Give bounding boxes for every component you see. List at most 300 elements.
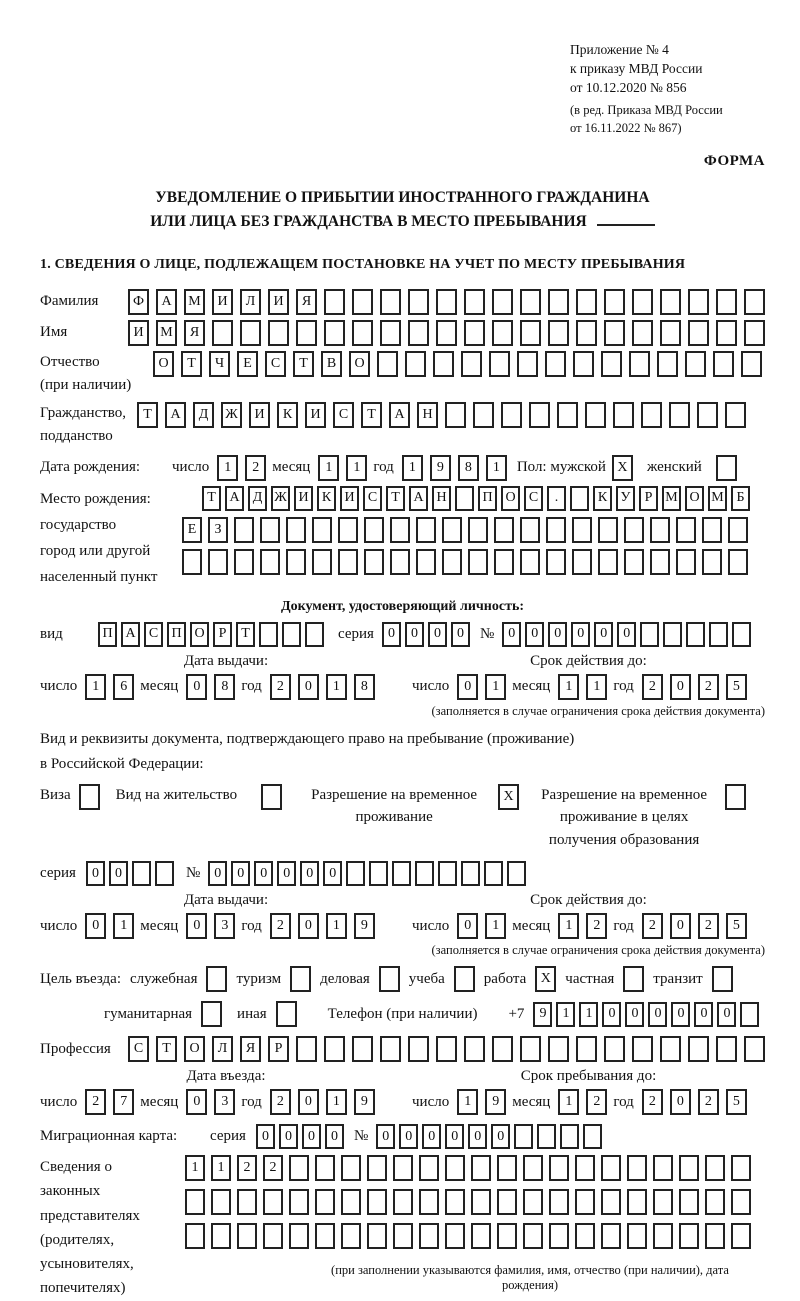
form-cell[interactable] — [604, 289, 625, 315]
form-cell[interactable]: Ч — [209, 351, 230, 377]
form-cell[interactable]: 0 — [694, 1002, 713, 1027]
form-cell[interactable] — [296, 1036, 317, 1062]
form-cell[interactable] — [688, 289, 709, 315]
form-cell[interactable]: Т — [293, 351, 314, 377]
form-cell[interactable]: 0 — [548, 622, 567, 647]
form-cell[interactable] — [408, 289, 429, 315]
form-cell[interactable] — [268, 320, 289, 346]
form-cell[interactable] — [632, 320, 653, 346]
form-cell[interactable] — [494, 549, 514, 575]
form-cell[interactable] — [657, 351, 678, 377]
form-cell[interactable] — [604, 1036, 625, 1062]
form-cell[interactable]: 8 — [458, 455, 479, 481]
form-cell[interactable]: 9 — [533, 1002, 552, 1027]
form-cell[interactable] — [744, 320, 765, 346]
form-cell[interactable]: 2 — [270, 1089, 291, 1115]
form-cell[interactable] — [732, 622, 751, 647]
form-cell[interactable] — [741, 351, 762, 377]
form-cell[interactable] — [442, 549, 462, 575]
form-cell[interactable] — [341, 1189, 361, 1215]
form-cell[interactable] — [436, 1036, 457, 1062]
form-cell[interactable] — [261, 784, 282, 810]
form-cell[interactable]: 0 — [717, 1002, 736, 1027]
form-cell[interactable]: 0 — [602, 1002, 621, 1027]
form-cell[interactable]: 0 — [648, 1002, 667, 1027]
form-cell[interactable] — [573, 351, 594, 377]
form-cell[interactable] — [557, 402, 578, 428]
form-cell[interactable]: 1 — [558, 913, 579, 939]
form-cell[interactable] — [419, 1155, 439, 1181]
form-cell[interactable]: К — [593, 486, 612, 511]
form-cell[interactable] — [185, 1223, 205, 1249]
form-cell[interactable]: 0 — [186, 674, 207, 700]
form-cell[interactable] — [464, 1036, 485, 1062]
form-cell[interactable]: 1 — [558, 1089, 579, 1115]
form-cell[interactable]: 1 — [485, 674, 506, 700]
form-cell[interactable] — [364, 549, 384, 575]
form-cell[interactable] — [405, 351, 426, 377]
form-cell[interactable]: 2 — [237, 1155, 257, 1181]
form-cell[interactable] — [260, 549, 280, 575]
form-cell[interactable] — [461, 861, 480, 886]
form-cell[interactable] — [663, 622, 682, 647]
form-cell[interactable]: 0 — [300, 861, 319, 886]
form-cell[interactable]: X — [498, 784, 519, 810]
form-cell[interactable] — [660, 320, 681, 346]
form-cell[interactable] — [442, 517, 462, 543]
form-cell[interactable] — [290, 966, 311, 992]
form-cell[interactable]: 0 — [298, 913, 319, 939]
form-cell[interactable] — [572, 517, 592, 543]
form-cell[interactable]: Л — [212, 1036, 233, 1062]
form-cell[interactable] — [576, 1036, 597, 1062]
form-cell[interactable]: С — [128, 1036, 149, 1062]
form-cell[interactable] — [408, 1036, 429, 1062]
form-cell[interactable] — [338, 517, 358, 543]
form-cell[interactable] — [79, 784, 100, 810]
form-cell[interactable]: О — [501, 486, 520, 511]
form-cell[interactable] — [286, 517, 306, 543]
form-cell[interactable]: 0 — [670, 913, 691, 939]
form-cell[interactable] — [436, 289, 457, 315]
form-cell[interactable]: О — [153, 351, 174, 377]
form-cell[interactable] — [514, 1124, 533, 1149]
form-cell[interactable] — [312, 517, 332, 543]
form-cell[interactable]: 0 — [468, 1124, 487, 1149]
form-cell[interactable] — [341, 1155, 361, 1181]
form-cell[interactable] — [419, 1189, 439, 1215]
form-cell[interactable]: 0 — [186, 913, 207, 939]
form-cell[interactable]: 0 — [671, 1002, 690, 1027]
form-cell[interactable]: О — [190, 622, 209, 647]
form-cell[interactable] — [380, 1036, 401, 1062]
form-cell[interactable]: О — [349, 351, 370, 377]
form-cell[interactable] — [575, 1155, 595, 1181]
form-cell[interactable] — [380, 289, 401, 315]
form-cell[interactable]: 2 — [85, 1089, 106, 1115]
form-cell[interactable]: 2 — [698, 674, 719, 700]
form-cell[interactable] — [497, 1189, 517, 1215]
form-cell[interactable]: 1 — [346, 455, 367, 481]
form-cell[interactable]: А — [165, 402, 186, 428]
form-cell[interactable] — [712, 966, 733, 992]
form-cell[interactable]: . — [547, 486, 566, 511]
form-cell[interactable] — [686, 622, 705, 647]
form-cell[interactable] — [575, 1223, 595, 1249]
form-cell[interactable]: 2 — [270, 913, 291, 939]
form-cell[interactable] — [393, 1155, 413, 1181]
form-cell[interactable] — [731, 1155, 751, 1181]
form-cell[interactable] — [416, 549, 436, 575]
form-cell[interactable]: 0 — [256, 1124, 275, 1149]
form-cell[interactable]: Р — [268, 1036, 289, 1062]
form-cell[interactable]: X — [612, 455, 633, 481]
form-cell[interactable] — [471, 1189, 491, 1215]
form-cell[interactable]: 1 — [318, 455, 339, 481]
form-cell[interactable] — [464, 289, 485, 315]
form-cell[interactable]: А — [389, 402, 410, 428]
form-cell[interactable] — [352, 289, 373, 315]
form-cell[interactable] — [390, 517, 410, 543]
form-cell[interactable] — [598, 517, 618, 543]
form-cell[interactable] — [517, 351, 538, 377]
form-cell[interactable]: В — [321, 351, 342, 377]
form-cell[interactable]: 1 — [113, 913, 134, 939]
form-cell[interactable] — [315, 1155, 335, 1181]
form-cell[interactable]: Я — [240, 1036, 261, 1062]
form-cell[interactable] — [315, 1189, 335, 1215]
form-cell[interactable] — [352, 320, 373, 346]
form-cell[interactable] — [212, 320, 233, 346]
form-cell[interactable] — [744, 1036, 765, 1062]
form-cell[interactable] — [468, 517, 488, 543]
form-cell[interactable] — [201, 1001, 222, 1027]
form-cell[interactable]: Б — [731, 486, 750, 511]
form-cell[interactable]: Д — [248, 486, 267, 511]
form-cell[interactable] — [206, 966, 227, 992]
form-cell[interactable]: Т — [361, 402, 382, 428]
form-cell[interactable] — [679, 1155, 699, 1181]
form-cell[interactable]: 0 — [298, 1089, 319, 1115]
form-cell[interactable] — [155, 861, 174, 886]
form-cell[interactable]: 1 — [485, 913, 506, 939]
form-cell[interactable]: 0 — [186, 1089, 207, 1115]
form-cell[interactable] — [489, 351, 510, 377]
form-cell[interactable]: 0 — [325, 1124, 344, 1149]
form-cell[interactable]: У — [616, 486, 635, 511]
form-cell[interactable]: 0 — [457, 913, 478, 939]
form-cell[interactable]: 1 — [185, 1155, 205, 1181]
form-cell[interactable] — [709, 622, 728, 647]
form-cell[interactable] — [697, 402, 718, 428]
form-cell[interactable]: 0 — [670, 674, 691, 700]
form-cell[interactable] — [338, 549, 358, 575]
form-cell[interactable] — [728, 517, 748, 543]
form-cell[interactable]: 0 — [254, 861, 273, 886]
form-cell[interactable]: Я — [296, 289, 317, 315]
form-cell[interactable] — [520, 549, 540, 575]
form-cell[interactable] — [537, 1124, 556, 1149]
form-cell[interactable] — [211, 1223, 231, 1249]
form-cell[interactable]: Е — [237, 351, 258, 377]
form-cell[interactable] — [601, 1189, 621, 1215]
form-cell[interactable]: Н — [432, 486, 451, 511]
form-cell[interactable] — [305, 622, 324, 647]
form-cell[interactable] — [575, 1189, 595, 1215]
form-cell[interactable]: 0 — [279, 1124, 298, 1149]
form-cell[interactable] — [392, 861, 411, 886]
form-cell[interactable] — [632, 289, 653, 315]
form-cell[interactable] — [315, 1223, 335, 1249]
form-cell[interactable] — [492, 320, 513, 346]
form-cell[interactable] — [653, 1155, 673, 1181]
form-cell[interactable] — [445, 1155, 465, 1181]
form-cell[interactable]: Ф — [128, 289, 149, 315]
form-cell[interactable]: С — [524, 486, 543, 511]
form-cell[interactable]: 5 — [726, 913, 747, 939]
form-cell[interactable]: 9 — [485, 1089, 506, 1115]
form-cell[interactable]: М — [184, 289, 205, 315]
form-cell[interactable]: Е — [182, 517, 202, 543]
form-cell[interactable] — [688, 1036, 709, 1062]
form-cell[interactable] — [728, 549, 748, 575]
form-cell[interactable] — [624, 549, 644, 575]
form-cell[interactable] — [492, 289, 513, 315]
form-cell[interactable] — [576, 320, 597, 346]
form-cell[interactable] — [296, 320, 317, 346]
form-cell[interactable] — [641, 402, 662, 428]
form-cell[interactable] — [369, 861, 388, 886]
form-cell[interactable]: 1 — [486, 455, 507, 481]
form-cell[interactable] — [433, 351, 454, 377]
form-cell[interactable] — [364, 517, 384, 543]
form-cell[interactable]: К — [317, 486, 336, 511]
form-cell[interactable] — [259, 622, 278, 647]
form-cell[interactable]: X — [535, 966, 556, 992]
form-cell[interactable] — [419, 1223, 439, 1249]
form-cell[interactable]: С — [333, 402, 354, 428]
form-cell[interactable] — [471, 1223, 491, 1249]
form-cell[interactable] — [352, 1036, 373, 1062]
form-cell[interactable] — [713, 351, 734, 377]
form-cell[interactable] — [346, 861, 365, 886]
form-cell[interactable] — [367, 1155, 387, 1181]
form-cell[interactable]: 8 — [214, 674, 235, 700]
form-cell[interactable] — [716, 1036, 737, 1062]
form-cell[interactable] — [632, 1036, 653, 1062]
form-cell[interactable] — [445, 1189, 465, 1215]
form-cell[interactable] — [549, 1189, 569, 1215]
form-cell[interactable]: 0 — [428, 622, 447, 647]
form-cell[interactable]: Т — [236, 622, 255, 647]
form-cell[interactable] — [627, 1189, 647, 1215]
form-cell[interactable]: 0 — [86, 861, 105, 886]
form-cell[interactable] — [464, 320, 485, 346]
form-cell[interactable]: 0 — [571, 622, 590, 647]
form-cell[interactable]: А — [121, 622, 140, 647]
form-cell[interactable]: 0 — [422, 1124, 441, 1149]
form-cell[interactable] — [731, 1223, 751, 1249]
form-cell[interactable] — [379, 966, 400, 992]
form-cell[interactable] — [367, 1223, 387, 1249]
form-cell[interactable] — [289, 1155, 309, 1181]
form-cell[interactable]: 2 — [698, 1089, 719, 1115]
form-cell[interactable]: 1 — [457, 1089, 478, 1115]
form-cell[interactable] — [471, 1155, 491, 1181]
form-cell[interactable]: Т — [202, 486, 221, 511]
form-cell[interactable]: 0 — [594, 622, 613, 647]
form-cell[interactable] — [185, 1189, 205, 1215]
form-cell[interactable] — [484, 861, 503, 886]
form-cell[interactable]: 1 — [556, 1002, 575, 1027]
form-cell[interactable] — [289, 1223, 309, 1249]
form-cell[interactable] — [415, 861, 434, 886]
form-cell[interactable] — [497, 1223, 517, 1249]
form-cell[interactable] — [660, 1036, 681, 1062]
form-cell[interactable] — [653, 1189, 673, 1215]
form-cell[interactable] — [520, 289, 541, 315]
form-cell[interactable]: С — [363, 486, 382, 511]
form-cell[interactable]: 9 — [354, 913, 375, 939]
form-cell[interactable]: 0 — [376, 1124, 395, 1149]
form-cell[interactable]: И — [268, 289, 289, 315]
form-cell[interactable]: П — [478, 486, 497, 511]
form-cell[interactable] — [286, 549, 306, 575]
form-cell[interactable] — [520, 320, 541, 346]
form-cell[interactable]: Р — [213, 622, 232, 647]
form-cell[interactable] — [583, 1124, 602, 1149]
form-cell[interactable]: Д — [193, 402, 214, 428]
form-cell[interactable]: 0 — [277, 861, 296, 886]
form-cell[interactable]: 1 — [217, 455, 238, 481]
form-cell[interactable] — [523, 1223, 543, 1249]
form-cell[interactable]: 3 — [214, 913, 235, 939]
form-cell[interactable]: 0 — [231, 861, 250, 886]
form-cell[interactable]: 1 — [579, 1002, 598, 1027]
form-cell[interactable]: 0 — [382, 622, 401, 647]
form-cell[interactable] — [627, 1223, 647, 1249]
form-cell[interactable] — [623, 966, 644, 992]
form-cell[interactable] — [604, 320, 625, 346]
form-cell[interactable]: 1 — [326, 1089, 347, 1115]
form-cell[interactable]: 2 — [263, 1155, 283, 1181]
form-cell[interactable] — [669, 402, 690, 428]
form-cell[interactable] — [548, 320, 569, 346]
form-cell[interactable] — [234, 517, 254, 543]
form-cell[interactable] — [408, 320, 429, 346]
form-cell[interactable]: З — [208, 517, 228, 543]
form-cell[interactable]: Ж — [271, 486, 290, 511]
form-cell[interactable] — [650, 517, 670, 543]
form-cell[interactable]: 0 — [399, 1124, 418, 1149]
form-cell[interactable]: 1 — [586, 674, 607, 700]
form-cell[interactable] — [234, 549, 254, 575]
form-cell[interactable]: 1 — [211, 1155, 231, 1181]
form-cell[interactable]: 7 — [113, 1089, 134, 1115]
form-cell[interactable] — [523, 1155, 543, 1181]
form-cell[interactable]: 0 — [208, 861, 227, 886]
form-cell[interactable] — [492, 1036, 513, 1062]
form-cell[interactable] — [679, 1223, 699, 1249]
form-cell[interactable] — [640, 622, 659, 647]
form-cell[interactable] — [324, 1036, 345, 1062]
form-cell[interactable] — [454, 966, 475, 992]
form-cell[interactable]: 0 — [617, 622, 636, 647]
form-cell[interactable] — [624, 517, 644, 543]
form-cell[interactable] — [390, 549, 410, 575]
form-cell[interactable]: 2 — [698, 913, 719, 939]
form-cell[interactable] — [240, 320, 261, 346]
form-cell[interactable]: 1 — [326, 674, 347, 700]
form-cell[interactable] — [601, 1223, 621, 1249]
form-cell[interactable] — [312, 549, 332, 575]
form-cell[interactable]: И — [340, 486, 359, 511]
form-cell[interactable] — [731, 1189, 751, 1215]
form-cell[interactable] — [501, 402, 522, 428]
form-cell[interactable] — [211, 1189, 231, 1215]
form-cell[interactable]: 2 — [586, 1089, 607, 1115]
form-cell[interactable]: Т — [386, 486, 405, 511]
form-cell[interactable] — [324, 289, 345, 315]
form-cell[interactable] — [570, 486, 589, 511]
form-cell[interactable]: 1 — [85, 674, 106, 700]
form-cell[interactable]: 0 — [298, 674, 319, 700]
form-cell[interactable]: 3 — [214, 1089, 235, 1115]
form-cell[interactable]: Т — [137, 402, 158, 428]
form-cell[interactable]: И — [249, 402, 270, 428]
form-cell[interactable] — [507, 861, 526, 886]
form-cell[interactable] — [436, 320, 457, 346]
form-cell[interactable] — [461, 351, 482, 377]
form-cell[interactable] — [367, 1189, 387, 1215]
form-cell[interactable]: 0 — [302, 1124, 321, 1149]
form-cell[interactable] — [688, 320, 709, 346]
form-cell[interactable]: С — [144, 622, 163, 647]
form-cell[interactable]: 0 — [502, 622, 521, 647]
form-cell[interactable] — [393, 1189, 413, 1215]
form-cell[interactable] — [549, 1223, 569, 1249]
form-cell[interactable]: И — [294, 486, 313, 511]
form-cell[interactable] — [560, 1124, 579, 1149]
form-cell[interactable]: П — [167, 622, 186, 647]
form-cell[interactable]: 8 — [354, 674, 375, 700]
form-cell[interactable]: 0 — [451, 622, 470, 647]
form-cell[interactable] — [585, 402, 606, 428]
form-cell[interactable]: 2 — [245, 455, 266, 481]
form-cell[interactable] — [679, 1189, 699, 1215]
form-cell[interactable]: О — [184, 1036, 205, 1062]
form-cell[interactable] — [725, 784, 746, 810]
form-cell[interactable] — [702, 549, 722, 575]
form-cell[interactable]: 5 — [726, 1089, 747, 1115]
form-cell[interactable]: 1 — [326, 913, 347, 939]
form-cell[interactable] — [601, 1155, 621, 1181]
form-cell[interactable] — [705, 1189, 725, 1215]
form-cell[interactable] — [660, 289, 681, 315]
form-cell[interactable]: 0 — [109, 861, 128, 886]
form-cell[interactable]: 9 — [354, 1089, 375, 1115]
form-cell[interactable]: М — [662, 486, 681, 511]
form-cell[interactable] — [601, 351, 622, 377]
form-cell[interactable]: 0 — [323, 861, 342, 886]
form-cell[interactable] — [208, 549, 228, 575]
form-cell[interactable] — [716, 455, 737, 481]
form-cell[interactable]: 0 — [405, 622, 424, 647]
form-cell[interactable]: Р — [639, 486, 658, 511]
form-cell[interactable] — [263, 1189, 283, 1215]
form-cell[interactable] — [705, 1223, 725, 1249]
form-cell[interactable] — [260, 517, 280, 543]
